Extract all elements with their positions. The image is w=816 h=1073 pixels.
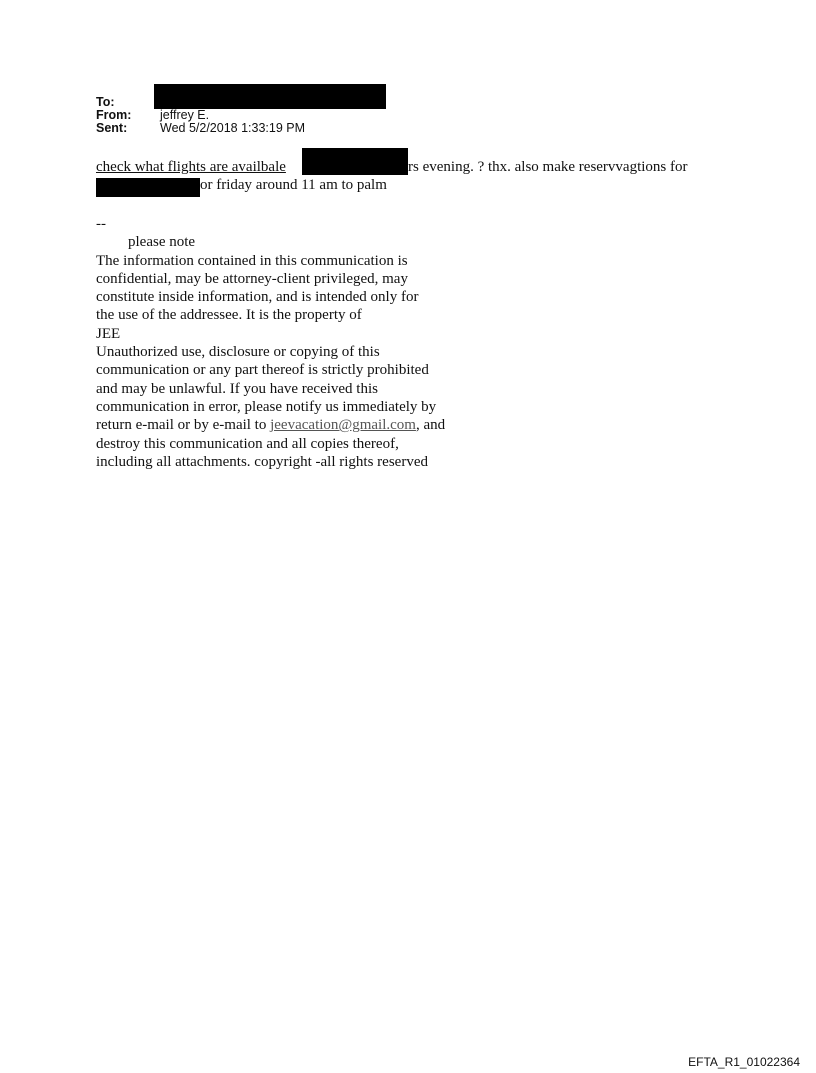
signature-block [96,215,445,471]
to-row [96,96,386,109]
signature-line: The information contained in this communication is [96,252,408,269]
message-redaction-1 [302,148,408,175]
signature-dashes: -- [96,216,106,232]
signature-line: JEE [96,325,121,342]
message-redaction-2 [96,178,200,197]
message-body [96,158,688,195]
message-text-1b: rs evening. ? thx. also make reservvagtions for [408,159,688,175]
return-prefix: return e-mail or by e-mail to [96,417,271,434]
signature-line: destroy this communication and all copies thereof, [96,435,399,452]
document-id: EFTA_R1_01022364 [688,1055,800,1069]
to-redaction [154,84,386,109]
sent-value: Wed 5/2/2018 1:33:19 PM [160,121,306,135]
signature-line: constitute inside information, and is intended only for [96,289,419,306]
from-value: jeffrey E. [160,108,210,122]
signature-note: please note [128,234,196,251]
return-suffix: , and [415,417,446,434]
to-label: To: [96,95,115,109]
message-line-1 [96,158,688,176]
sent-label: Sent: [96,121,128,135]
signature-line: communication in error, please notify us immediately by [96,398,437,415]
signature-line: communication or any part thereof is strictly prohibited [96,362,429,379]
signature-line: and may be unlawful. If you have received this [96,380,378,397]
signature-line: the use of the addressee. It is the property of [96,307,362,324]
message-line-2 [96,176,387,194]
message-text-1a: check what flights are availbale [96,159,286,175]
from-label: From: [96,108,132,122]
signature-return-line [96,416,445,434]
signature-line: confidential, may be attorney-client privileged, may [96,270,408,287]
email-header [96,96,386,135]
signature-line: including all attachments. copyright -all rights reserved [96,453,428,470]
sent-row [96,122,386,135]
signature-line: Unauthorized use, disclosure or copying of this [96,344,380,361]
message-text-2: or friday around 11 am to palm [200,177,387,194]
email-link[interactable]: jeevacation@gmail.com [270,417,416,434]
